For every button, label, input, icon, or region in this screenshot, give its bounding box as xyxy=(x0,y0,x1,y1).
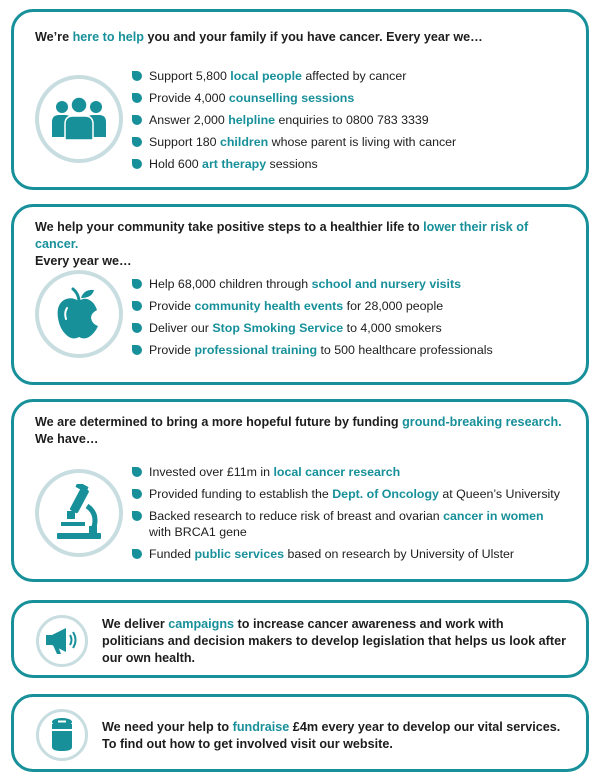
list-item: Answer 2,000 helpline enquiries to 0800 783 3339 xyxy=(132,112,568,128)
bullet-list xyxy=(132,68,568,172)
card-fundraise xyxy=(11,694,589,772)
card-support xyxy=(11,9,589,190)
list-item: Provide 4,000 counselling sessions xyxy=(132,90,568,106)
apple-icon xyxy=(35,270,123,358)
people-group-icon xyxy=(35,75,123,163)
highlight: ground-breaking research. xyxy=(402,415,562,429)
highlight: fundraise xyxy=(232,720,290,734)
list-item: Provide professional training to 500 healthcare professionals xyxy=(132,342,568,358)
list-item: Funded public services based on research by University of Ulster xyxy=(132,546,568,562)
megaphone-icon xyxy=(36,615,88,667)
list-item: Hold 600 art therapy sessions xyxy=(132,156,568,172)
list-item: Backed research to reduce risk of breast and ovarian cancer in women with BRCA1 gene xyxy=(132,508,568,540)
card-heading: We are determined to bring a more hopeful future by funding ground-breaking research. We have… xyxy=(35,415,562,446)
highlight: lower their risk of cancer. xyxy=(35,220,529,251)
card-community xyxy=(11,204,589,385)
list-item: Support 180 children whose parent is living with cancer xyxy=(132,134,568,150)
list-item: Provided funding to establish the Dept. of Oncology at Queen’s University xyxy=(132,486,568,502)
list-item: Support 5,800 local people affected by cancer xyxy=(132,68,568,84)
list-item: Help 68,000 children through school and nursery visits xyxy=(132,276,568,292)
card-campaigns xyxy=(11,600,589,678)
list-item: Deliver our Stop Smoking Service to 4,000 smokers xyxy=(132,320,568,336)
fundraise-text: We need your help to fundraise £4m every year to develop our vital services. To find out how to get involved visit our website. xyxy=(102,720,561,751)
list-item: Invested over £11m in local cancer research xyxy=(132,464,568,480)
microscope-icon xyxy=(35,469,123,557)
card-research xyxy=(11,399,589,582)
collection-tin-icon xyxy=(36,709,88,761)
highlight: here to help xyxy=(72,30,144,44)
card-heading: We’re here to help you and your family if you have cancer. Every year we… xyxy=(35,30,483,44)
campaigns-text: We deliver campaigns to increase cancer awareness and work with politicians and decision makers to develop legislation that helps us look after our own health. xyxy=(102,617,566,665)
highlight: campaigns xyxy=(168,617,235,631)
bullet-list xyxy=(132,464,568,562)
list-item: Provide community health events for 28,000 people xyxy=(132,298,568,314)
bullet-list xyxy=(132,276,568,358)
card-heading: We help your community take positive steps to a healthier life to lower their risk of cancer. Every year we… xyxy=(35,220,529,268)
